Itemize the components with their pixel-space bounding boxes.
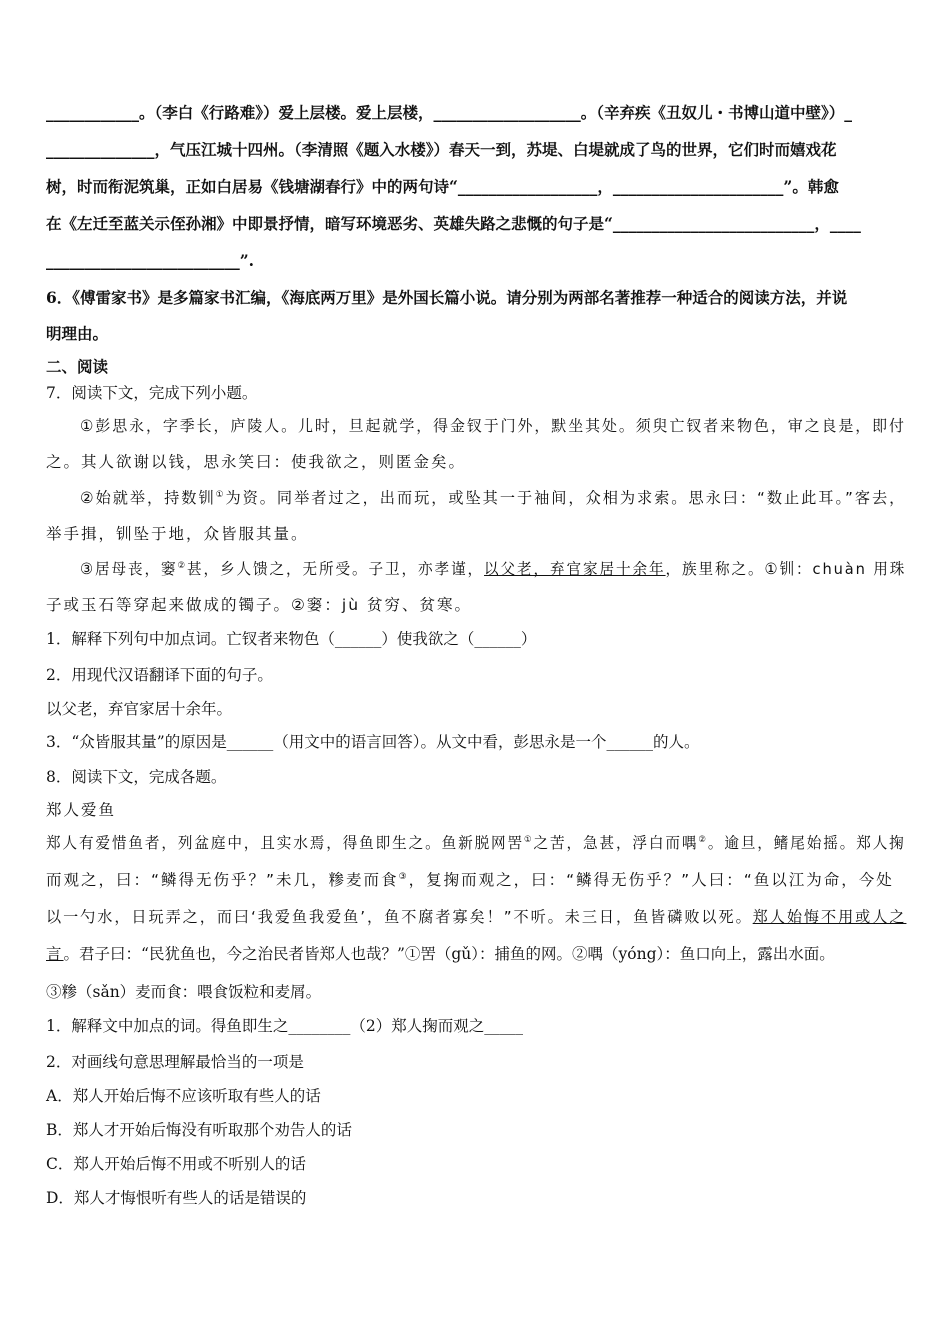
footnote-marker: ②	[698, 835, 708, 845]
q8-passage-title: 郑人爱鱼	[46, 801, 117, 819]
q7-subquestion-2: 2．用现代汉语翻译下面的句子。	[46, 666, 273, 684]
q8-text-c: 。逾旦，鳍尾始摇。郑人掬	[707, 834, 906, 852]
footnote-marker: ②	[177, 561, 188, 571]
q7-para-3-text-a: ③居母丧，窭	[80, 560, 178, 578]
q7-para-3-line-2: 子或玉石等穿起来做成的镯子。②窭：jù 贫穷、贫寒。	[46, 596, 472, 614]
q6-line-2: 明理由。	[46, 324, 109, 343]
q5-line-4: 在《左迁至蓝关示侄孙湘》中即景抒情，暗写环境恶劣、英雄失路之悲慨的句子是“__________________________，____	[46, 214, 861, 233]
q7-para-1-line-2: 之。其人欲谢以钱，思永笑曰：使我欲之，则匿金矣。	[46, 453, 467, 471]
q8-text-b: 之苦，急甚，浮白而喁	[533, 834, 699, 852]
q7-intro: 7．阅读下文，完成下列小题。	[46, 384, 258, 402]
option-b: B．郑人才开始后悔没有听取那个劝告人的话	[46, 1121, 352, 1139]
q8-text-d: 而观之，曰：“鳞得无伤乎？”未几，糁麦而食	[46, 871, 399, 889]
q8-footnote-3: ③糁（sǎn）麦而食：喂食饭粒和麦屑。	[46, 983, 322, 1001]
q7-subquestion-2-sentence: 以父老，弃官家居十余年。	[46, 700, 233, 718]
q8-passage-line-2	[46, 870, 894, 890]
section-heading-reading: 二、阅读	[46, 357, 109, 376]
option-d: D．郑人才悔恨听有些人的话是错误的	[46, 1189, 307, 1207]
q8-text-f: 以一勺水，日玩弄之，而曰‘我爱鱼我爱鱼’，鱼不腐者寡矣！”不听。未三日，鱼皆磷败以死。	[46, 908, 753, 926]
q5-line-2: ______________，气压江城十四州。（李清照《题入水楼》）春天一到，苏堤、白堤就成了鸟的世界，它们时而嬉戏花	[46, 140, 837, 159]
q7-subquestion-3: 3．“众皆服其量”的原因是______（用文中的语言回答）。从文中看，彭思永是一个______的人。	[46, 733, 700, 751]
footnote-marker: ①	[524, 835, 534, 845]
q8-intro: 8．阅读下文，完成各题。	[46, 768, 227, 786]
q8-passage-line-3	[46, 907, 906, 927]
option-c: C．郑人开始后悔不用或不听别人的话	[46, 1155, 306, 1173]
q7-subquestion-1: 1．解释下列句中加点词。亡钗者来物色（______）使我欲之（______）	[46, 630, 537, 648]
q5-line-1: ____________。（李白《行路难》）爱上层楼。爱上层楼，___________________。（辛弃疾《丑奴儿・书博山道中壁》）_	[46, 103, 853, 122]
underlined-sentence: 郑人始悔不用或人之	[752, 908, 907, 926]
underlined-sentence-end: 言	[46, 945, 64, 963]
q6-line-1: 6．《傅雷家书》是多篇家书汇编，《海底两万里》是外国长篇小说。请分别为两部名著推荐一种适合的阅读方法，并说	[46, 288, 848, 307]
q8-text-e: ，复掬而观之，曰：“鳞得无伤乎？”人曰：“鱼以江为命，今处	[408, 871, 894, 889]
q7-para-3-text-b: 甚，乡人馈之，无所受。子卫，亦孝谨，	[187, 560, 485, 578]
q7-para-2-text-b: 为资。同举者过之，出而玩，或坠其一于袖间，众相为求索。思永曰：“数止此耳。”客去，	[225, 489, 907, 507]
q7-para-3-line-1	[80, 559, 906, 579]
q5-line-3: 树，时而衔泥筑巢，正如白居易《钱塘湖春行》中的两句诗“__________________，______________________”。韩愈	[46, 177, 839, 196]
q7-para-2-line-1	[80, 488, 906, 508]
q7-para-2-text-a: ②始就举，持数钏	[80, 489, 216, 507]
q7-para-1-line-1: ①彭思永，字季长，庐陵人。儿时，旦起就学，得金钗于门外，默坐其处。须臾亡钗者来物色，审之良是，即付	[80, 417, 906, 435]
q5-line-5: _________________________”.	[46, 251, 255, 270]
q8-passage-line-4	[46, 944, 835, 964]
option-a: A．郑人开始后悔不应该听取有些人的话	[46, 1087, 321, 1105]
q8-subquestion-2: 2．对画线句意思理解最恰当的一项是	[46, 1053, 304, 1071]
q7-para-2-line-2: 举手揖，钏坠于地，众皆服其量。	[46, 525, 309, 543]
q8-passage-line-1	[46, 833, 906, 853]
q7-para-3-text-c: ，族里称之。①钏：chuàn 用珠	[665, 560, 907, 578]
footnote-marker: ③	[398, 872, 409, 882]
q8-text-a: 郑人有爱惜鱼者，列盆庭中，且实水焉，得鱼即生之。鱼新脱网罟	[46, 834, 525, 852]
q8-text-g: 。君子曰：“民犹鱼也，今之治民者皆郑人也哉？”①罟（gǔ）：捕鱼的网。②喁（yóng）：鱼口向上，露出水面。	[63, 945, 835, 963]
q8-subquestion-1: 1．解释文中加点的词。得鱼即生之________（2）郑人掬而观之_____	[46, 1017, 523, 1035]
footnote-marker: ①	[215, 490, 226, 500]
underlined-sentence: 以父老，弃官家居十余年	[484, 560, 666, 578]
